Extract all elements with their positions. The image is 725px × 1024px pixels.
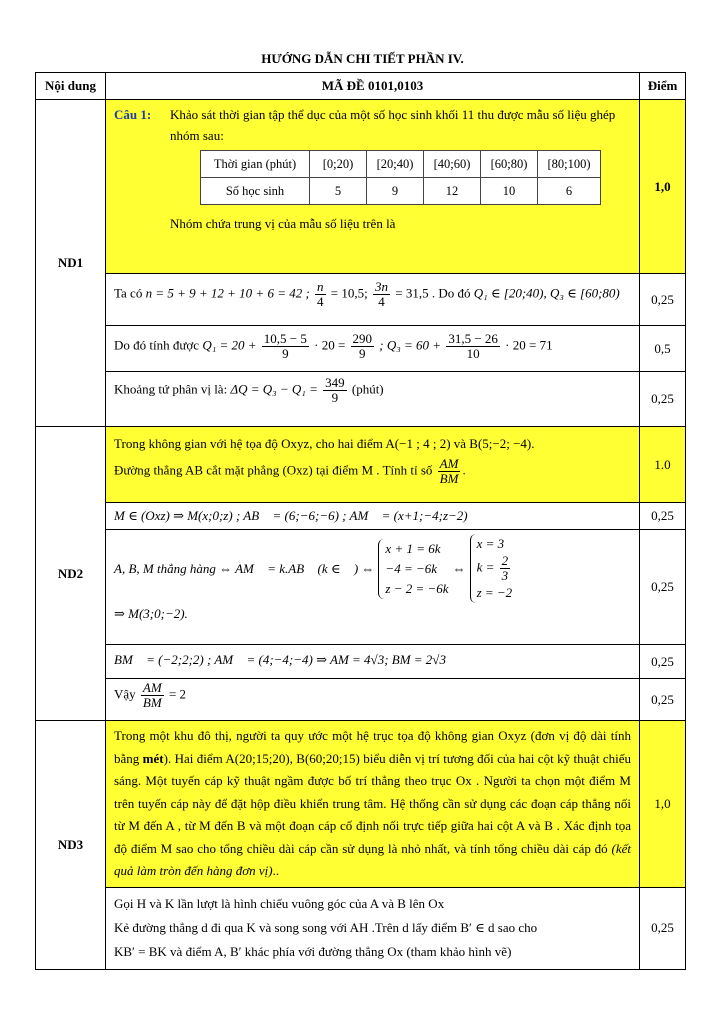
text: Vậy bbox=[114, 686, 136, 702]
data-count: 9 bbox=[367, 178, 424, 205]
header-row bbox=[36, 73, 686, 100]
fraction bbox=[373, 280, 390, 309]
nd1-question-label: Câu 1: bbox=[114, 107, 152, 122]
equation-system bbox=[378, 539, 448, 599]
data-count: 12 bbox=[424, 178, 481, 205]
data-group: [60;80) bbox=[481, 151, 538, 178]
equation: z = −2 bbox=[476, 585, 513, 600]
text: Ta có bbox=[114, 285, 143, 301]
denominator: 9 bbox=[331, 390, 339, 405]
nd1-step1-row bbox=[36, 274, 686, 326]
nd2-step1 bbox=[106, 503, 640, 530]
nd2-step1-score: 0,25 bbox=[640, 503, 686, 530]
math: ΔQ = Q₃ − Q₁ = bbox=[230, 381, 318, 397]
math: = 2 bbox=[168, 686, 187, 702]
math: ⇔ bbox=[452, 561, 466, 576]
math: = 10,5; bbox=[330, 285, 368, 301]
fraction bbox=[141, 681, 164, 710]
fraction bbox=[262, 332, 309, 361]
nd1-question-score: 1,0 bbox=[640, 100, 686, 274]
denominator: 4 bbox=[378, 294, 385, 309]
nd2-step4 bbox=[106, 679, 640, 721]
numerator: 2 bbox=[501, 553, 509, 568]
nd2-step1-row bbox=[36, 503, 686, 530]
nd3-question bbox=[106, 721, 640, 888]
text: Do đó tính được bbox=[114, 337, 200, 353]
math: ⇒ M(3;0;−2). bbox=[114, 606, 188, 621]
denominator: BM bbox=[142, 695, 162, 710]
math: Q₁ = 20 + bbox=[202, 337, 257, 353]
nd3-question-score: 1,0 bbox=[640, 721, 686, 888]
numerator: 3n bbox=[375, 279, 388, 294]
equation: x + 1 = 6k bbox=[385, 540, 441, 556]
nd3-question-italic: (kết quả làm tròn đến hàng đơn vị) bbox=[114, 840, 631, 878]
numerator: n bbox=[317, 279, 324, 294]
nd1-step1-score: 0,25 bbox=[640, 274, 686, 326]
nd1-step2 bbox=[106, 326, 640, 372]
nd2-step3-row bbox=[36, 645, 686, 679]
nd2-question-line1: Trong không gian với hệ tọa độ Oxyz, cho hai điểm A(−1 ; 4 ; 2) và B(5;−2; −4). bbox=[114, 436, 535, 451]
denominator: 9 bbox=[282, 346, 289, 361]
nd2-step3 bbox=[106, 645, 640, 679]
header-score: Điểm bbox=[640, 73, 686, 100]
math: · 20 = 71 bbox=[505, 337, 553, 353]
fraction bbox=[438, 457, 461, 486]
math: A, B, M thẳng hàng ⇔ AM⃗ = k.AB⃗ (k ∈ ℝ) ⇔ bbox=[114, 561, 375, 576]
denominator: BM bbox=[439, 471, 459, 486]
nd2-step4-score: 0,25 bbox=[640, 679, 686, 721]
data-group: [80;100) bbox=[538, 151, 601, 178]
nd3-step1-score: 0,25 bbox=[640, 887, 686, 969]
math: Q₁ ∈ [20;40), Q₃ ∈ [60;80) bbox=[473, 285, 620, 301]
equation-system bbox=[470, 534, 513, 603]
header-content: Nội dung bbox=[36, 73, 106, 100]
page-title: HƯỚNG DẪN CHI TIẾT PHẦN IV. bbox=[261, 51, 464, 66]
nd2-step2-row bbox=[36, 530, 686, 645]
numerator: AM bbox=[439, 456, 459, 471]
math: n = 5 + 9 + 12 + 10 + 6 = 42 ; bbox=[145, 285, 310, 301]
math: BM⃗ = (−2;2;2) ; AM⃗ = (4;−4;−4) ⇒ AM = 4√3; BM = 2√3 bbox=[114, 652, 446, 667]
data-group: [20;40) bbox=[367, 151, 424, 178]
nd1-step3-score: 0,25 bbox=[640, 372, 686, 427]
math: M ∈ (Oxz) ⇒ M(x;0;z) ; AB⃗ = (6;−6;−6) ; AM⃗ = (x+1;−4;z−2) bbox=[114, 508, 468, 523]
nd2-question-row bbox=[36, 427, 686, 503]
math: ; Q₃ = 60 + bbox=[379, 337, 442, 353]
data-row-head: Thời gian (phút) bbox=[201, 151, 310, 178]
fraction bbox=[323, 376, 347, 405]
fraction bbox=[446, 332, 500, 361]
equation: z − 2 = −6k bbox=[385, 580, 449, 596]
data-row-head: Số học sinh bbox=[201, 178, 310, 205]
nd2-question-score: 1.0 bbox=[640, 427, 686, 503]
nd1-question-row bbox=[36, 100, 686, 274]
nd2-question: Trong không gian với hệ tọa độ Oxyz, cho hai điểm A(−1 ; 4 ; 2) và B(5;−2; −4). Đường thẳng AB cắt mặt phẳng (Oxz) tại điểm M . Tính tỉ số $\frac{AM}{BM}$ . bbox=[106, 427, 640, 503]
math: · 20 = bbox=[314, 337, 346, 353]
data-group: [0;20) bbox=[310, 151, 367, 178]
nd1-step1 bbox=[106, 274, 640, 326]
nd2-step2-score: 0,25 bbox=[640, 530, 686, 645]
math: = 31,5 . Do đó bbox=[395, 285, 471, 301]
equation: −4 = −6k bbox=[385, 560, 438, 576]
nd3-label: ND3 bbox=[36, 721, 106, 970]
nd3-step1-row bbox=[36, 887, 686, 969]
denominator: 10 bbox=[466, 346, 480, 361]
text-line: KB′ = BK và điểm A, B′ khác phía với đường thẳng Ox (tham khảo hình vẽ) bbox=[114, 943, 512, 959]
numerator: 31,5 − 26 bbox=[448, 331, 498, 346]
nd3-step1 bbox=[106, 887, 640, 969]
nd1-step3 bbox=[106, 372, 640, 427]
numerator: 290 bbox=[352, 331, 373, 346]
answer-table bbox=[35, 72, 686, 970]
fraction bbox=[351, 332, 375, 361]
nd1-label: ND1 bbox=[36, 100, 106, 427]
data-count: 6 bbox=[538, 178, 601, 205]
nd1-question bbox=[106, 100, 640, 274]
text-line: Gọi H và K lần lượt là hình chiếu vuông góc của A và B lên Ox bbox=[114, 895, 445, 911]
numerator: 10,5 − 5 bbox=[263, 331, 307, 346]
data-group: [40;60) bbox=[424, 151, 481, 178]
text: (phút) bbox=[351, 381, 384, 397]
nd1-question-text: Khảo sát thời gian tập thể dục của một số học sinh khối 11 thu được mẫu số liệu ghép nhóm sau: bbox=[170, 107, 616, 143]
nd2-step3-score: 0,25 bbox=[640, 645, 686, 679]
nd1-step3-row bbox=[36, 372, 686, 427]
nd1-question-end: Nhóm chứa trung vị của mẫu số liệu trên là bbox=[170, 216, 396, 231]
nd3-question-text: ). Hai điểm A(20;15;20), B(60;20;15) biểu diễn vị trí tương đối của hai cột kỹ thuật chiếu sáng. Một tuyến cáp kỹ thuật ngầm được bố trí thẳng theo trục Ox . Người ta chọn một điểm M trên tuyến cáp này để đặt hộp điều khiển trung tâm. Hệ thống cần sử dụng các đoạn cáp thẳng nối từ M đến A , từ M đến B và một đoạn cáp cố định nối trực tiếp giữa hai cột A và B . Xác định tọa độ điểm M sao cho tổng chiều dài cáp cần sử dụng là nhỏ nhất, và tính tổng chiều dài cáp đó bbox=[114, 750, 631, 856]
nd3-question-row bbox=[36, 721, 686, 888]
nd2-question-line2: Đường thẳng AB cắt mặt phẳng (Oxz) tại điểm M . Tính tỉ số bbox=[114, 462, 433, 478]
numerator: 349 bbox=[325, 375, 345, 390]
numerator: AM bbox=[142, 680, 162, 695]
fraction bbox=[500, 554, 511, 583]
nd2-step2 bbox=[106, 530, 640, 645]
nd2-label: ND2 bbox=[36, 427, 106, 721]
nd1-data-table bbox=[200, 150, 601, 205]
text: Khoảng tứ phân vị là: bbox=[114, 381, 228, 397]
equation: x = 3 bbox=[476, 536, 505, 551]
denominator: 9 bbox=[359, 346, 366, 361]
header-code: MÃ ĐỀ 0101,0103 bbox=[106, 73, 640, 100]
equation: k = bbox=[476, 559, 495, 575]
nd2-step4-row bbox=[36, 679, 686, 721]
nd3-question-bold: mét bbox=[142, 750, 164, 766]
nd1-step2-row bbox=[36, 326, 686, 372]
denominator: 3 bbox=[501, 568, 509, 583]
nd1-step2-score: 0,5 bbox=[640, 326, 686, 372]
denominator: 4 bbox=[317, 294, 324, 309]
data-count: 5 bbox=[310, 178, 367, 205]
fraction bbox=[315, 280, 326, 309]
nd3-question-text: Trong một khu đô thị, người ta quy ước một hệ trục tọa độ không gian Oxyz (đơn vị độ dài tính bằng bbox=[114, 728, 631, 766]
data-count: 10 bbox=[481, 178, 538, 205]
text: .. bbox=[272, 863, 280, 878]
text-line: Kẻ đường thẳng d đi qua K và song song với AH .Trên d lấy điểm B′ ∈ d sao cho bbox=[114, 919, 538, 935]
